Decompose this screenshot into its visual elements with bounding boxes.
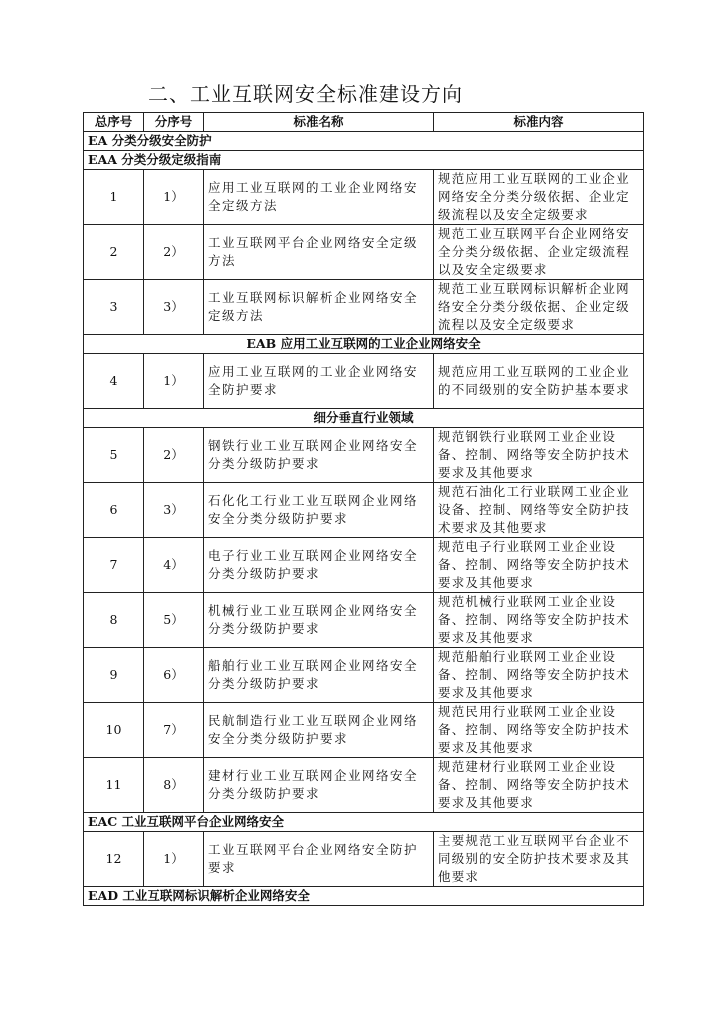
total-number-cell: 9: [84, 648, 144, 703]
table-row: [84, 758, 644, 813]
table-row: [84, 648, 644, 703]
standard-content-cell: 规范民用行业联网工业企业设备、控制、网络等安全防护技术要求及其他要求: [434, 703, 644, 758]
section-row: [84, 409, 644, 428]
sub-number-cell: 5）: [144, 593, 204, 648]
standard-name-cell: 机械行业工业互联网企业网络安全分类分级防护要求: [204, 593, 434, 648]
section-title: EAA 分类分级定级指南: [84, 151, 644, 170]
section-row: [84, 335, 644, 354]
sub-number-cell: 2）: [144, 428, 204, 483]
table-body: [84, 132, 644, 906]
table-row: [84, 538, 644, 593]
table-row: [84, 428, 644, 483]
standard-name-cell: 电子行业工业互联网企业网络安全分类分级防护要求: [204, 538, 434, 593]
total-number-cell: 6: [84, 483, 144, 538]
total-number-cell: 3: [84, 280, 144, 335]
standard-content-cell: 主要规范工业互联网平台企业不同级别的安全防护技术要求及其他要求: [434, 832, 644, 887]
sub-number-cell: 7）: [144, 703, 204, 758]
header-total-number: 总序号: [84, 113, 144, 132]
standard-content-cell: 规范钢铁行业联网工业企业设备、控制、网络等安全防护技术要求及其他要求: [434, 428, 644, 483]
standard-name-cell: 工业互联网平台企业网络安全定级方法: [204, 225, 434, 280]
standard-name-cell: 民航制造行业工业互联网企业网络安全分类分级防护要求: [204, 703, 434, 758]
total-number-cell: 1: [84, 170, 144, 225]
total-number-cell: 4: [84, 354, 144, 409]
sub-number-cell: 2）: [144, 225, 204, 280]
table-row: [84, 703, 644, 758]
standard-content-cell: 规范石油化工行业联网工业企业设备、控制、网络等安全防护技术要求及其他要求: [434, 483, 644, 538]
sub-number-cell: 1）: [144, 354, 204, 409]
standard-content-cell: 规范船舶行业联网工业企业设备、控制、网络等安全防护技术要求及其他要求: [434, 648, 644, 703]
standards-table: [83, 112, 644, 906]
total-number-cell: 5: [84, 428, 144, 483]
standard-content-cell: 规范应用工业互联网的工业企业网络安全分类分级依据、企业定级流程以及安全定级要求: [434, 170, 644, 225]
sub-number-cell: 3）: [144, 280, 204, 335]
table-row: [84, 225, 644, 280]
standard-content-cell: 规范工业互联网标识解析企业网络安全分类分级依据、企业定级流程以及安全定级要求: [434, 280, 644, 335]
standard-content-cell: 规范电子行业联网工业企业设备、控制、网络等安全防护技术要求及其他要求: [434, 538, 644, 593]
standard-name-cell: 应用工业互联网的工业企业网络安全定级方法: [204, 170, 434, 225]
section-row: [84, 813, 644, 832]
header-sub-number: 分序号: [144, 113, 204, 132]
header-standard-content: 标准内容: [434, 113, 644, 132]
total-number-cell: 10: [84, 703, 144, 758]
header-standard-name: 标准名称: [204, 113, 434, 132]
section-row: [84, 151, 644, 170]
sub-number-cell: 6）: [144, 648, 204, 703]
standard-name-cell: 船舶行业工业互联网企业网络安全分类分级防护要求: [204, 648, 434, 703]
table-row: [84, 593, 644, 648]
standard-name-cell: 钢铁行业工业互联网企业网络安全分类分级防护要求: [204, 428, 434, 483]
total-number-cell: 7: [84, 538, 144, 593]
page-title: 二、工业互联网安全标准建设方向: [148, 82, 463, 106]
sub-number-cell: 3）: [144, 483, 204, 538]
total-number-cell: 12: [84, 832, 144, 887]
standard-name-cell: 建材行业工业互联网企业网络安全分类分级防护要求: [204, 758, 434, 813]
standard-content-cell: 规范工业互联网平台企业网络安全分类分级依据、企业定级流程以及安全定级要求: [434, 225, 644, 280]
section-row: [84, 132, 644, 151]
total-number-cell: 2: [84, 225, 144, 280]
standard-name-cell: 应用工业互联网的工业企业网络安全防护要求: [204, 354, 434, 409]
table-row: [84, 832, 644, 887]
standard-name-cell: 石化化工行业工业互联网企业网络安全分类分级防护要求: [204, 483, 434, 538]
standard-content-cell: 规范机械行业联网工业企业设备、控制、网络等安全防护技术要求及其他要求: [434, 593, 644, 648]
table-row: [84, 483, 644, 538]
standard-content-cell: 规范建材行业联网工业企业设备、控制、网络等安全防护技术要求及其他要求: [434, 758, 644, 813]
sub-number-cell: 4）: [144, 538, 204, 593]
section-title: EAB 应用工业互联网的工业企业网络安全: [84, 335, 644, 354]
section-title: EAD 工业互联网标识解析企业网络安全: [84, 887, 644, 906]
table-header-row: [84, 113, 644, 132]
table-row: [84, 354, 644, 409]
section-title: EAC 工业互联网平台企业网络安全: [84, 813, 644, 832]
standard-content-cell: 规范应用工业互联网的工业企业的不同级别的安全防护基本要求: [434, 354, 644, 409]
sub-number-cell: 1）: [144, 170, 204, 225]
sub-number-cell: 8）: [144, 758, 204, 813]
section-row: [84, 887, 644, 906]
standard-name-cell: 工业互联网平台企业网络安全防护要求: [204, 832, 434, 887]
section-title: 细分垂直行业领域: [84, 409, 644, 428]
section-title: EA 分类分级安全防护: [84, 132, 644, 151]
total-number-cell: 8: [84, 593, 144, 648]
table-row: [84, 280, 644, 335]
table-row: [84, 170, 644, 225]
sub-number-cell: 1）: [144, 832, 204, 887]
total-number-cell: 11: [84, 758, 144, 813]
standard-name-cell: 工业互联网标识解析企业网络安全定级方法: [204, 280, 434, 335]
